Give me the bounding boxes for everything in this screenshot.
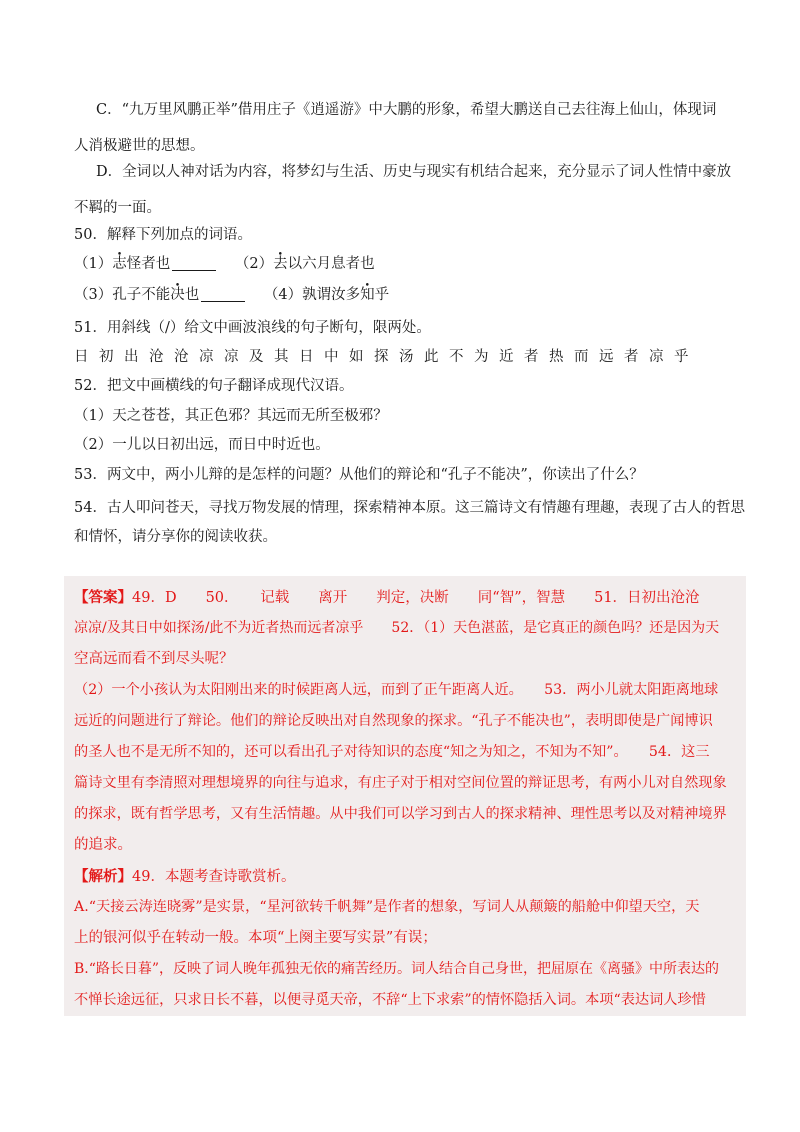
answer-line-2: 凉凉/及其日中如探汤/此不为近者热而远者凉乎 52．（1）天色湛蓝，是它真正的颜色吗？还是因为天 [74, 620, 720, 636]
option-c: C．“九万里风鹏正举”借用庄子《逍遥游》中大鹏的形象，希望大鹏送自己去往海上仙山，体现词 [96, 102, 717, 118]
dotted-char: 决 [170, 287, 185, 303]
option-d-continuation: 不羁的一面。 [74, 200, 161, 216]
question-54-line-2: 和情怀，请分享你的阅读收获。 [74, 529, 277, 545]
question-51-sentence: 日初出沧沧凉凉及其日中如探汤此不为近者热而远者凉乎 [74, 349, 699, 365]
question-52-sentence-1: （1）天之苍苍，其正色邪？其远而无所至极邪？ [74, 408, 388, 424]
question-51-title: 51．用斜线（/）给文中画波浪线的句子断句，限两处。 [74, 320, 431, 336]
answer-label: 【答案】 [74, 589, 132, 606]
answer-line-1: 【答案】49．D 50． 记载 离开 判定，决断 同“智”，智慧 51．日初出沧沧 [74, 589, 700, 606]
analysis-line-2: A.“天接云涛连晓雾”是实景，“星河欲转千帆舞”是作者的想象，写词人从颠簸的船舱中仰望天空，天 [74, 899, 700, 915]
question-54-line-1: 54．古人叩问苍天，寻找万物发展的情理，探索精神本原。这三篇诗文有情趣有理趣，表现了古人的哲思 [74, 500, 745, 516]
answer-line-7: 篇诗文里有李清照对理想境界的向往与追求，有庄子对于相对空间位置的辩证思考，有两小儿对自然现象 [74, 775, 727, 791]
question-53: 53．两文中，两小儿辩的是怎样的问题？从他们的辩论和“孔子不能决”，你读出了什么？ [74, 467, 644, 483]
analysis-line-3: 上的银河似乎在转动一般。本项“上阕主要写实景”有误； [74, 930, 437, 946]
answer-line-4: （2）一个小孩认为太阳刚出来的时候距离人远，而到了正午距离人近。 53．两小儿就太阳距离地球 [74, 682, 719, 698]
analysis-label: 【解析】 [74, 868, 132, 885]
analysis-line-5: 不惮长途远征，只求日长不暮，以便寻觅天帝，不辞“上下求索”的情怀隐括入词。本项“表达词人珍惜 [74, 992, 706, 1008]
dotted-char: 知 [360, 287, 375, 303]
option-c-continuation: 人消极避世的思想。 [74, 138, 205, 154]
answer-blank-1 [172, 256, 216, 271]
answer-line-9: 的追求。 [74, 837, 132, 853]
answer-line-3: 空高远而看不到尽头呢？ [74, 651, 234, 667]
question-52-title: 52．把文中画横线的句子翻译成现代汉语。 [74, 378, 354, 394]
question-50-row-1: （1）志怪者也 （2）去以六月息者也 [74, 256, 375, 272]
question-50-row-2: （3）孔子不能决也 （4）孰谓汝多知乎 [74, 287, 390, 303]
analysis-line-4: B.“路长日暮”，反映了词人晚年孤独无依的痛苦经历。词人结合自己身世，把屈原在《离骚》中所表达的 [74, 961, 720, 977]
analysis-line-1: 【解析】49．本题考查诗歌赏析。 [74, 868, 296, 885]
option-d: D．全词以人神对话为内容，将梦幻与生活、历史与现实有机结合起来，充分显示了词人性情中豪放 [96, 164, 732, 180]
answer-line-8: 的探求，既有哲学思考，又有生活情趣。从中我们可以学习到古人的探求精神、理性思考以及对精神境界 [74, 806, 727, 822]
answer-line-5: 远近的问题进行了辩论。他们的辩论反映出对自然现象的探求。“孔子不能决也”，表明即使是广闻博识 [74, 713, 713, 729]
dotted-char: 去 [273, 256, 288, 272]
dotted-char: 志 [112, 256, 127, 272]
answer-blank-3 [201, 287, 245, 302]
question-50-title: 50．解释下列加点的词语。 [74, 227, 252, 243]
answer-line-6: 的圣人也不是无所不知的，还可以看出孔子对待知识的态度“知之为知之，不知为不知”。 54．这三 [74, 744, 710, 760]
question-52-sentence-2: （2）一儿以日初出远，而日中时近也。 [74, 437, 330, 453]
